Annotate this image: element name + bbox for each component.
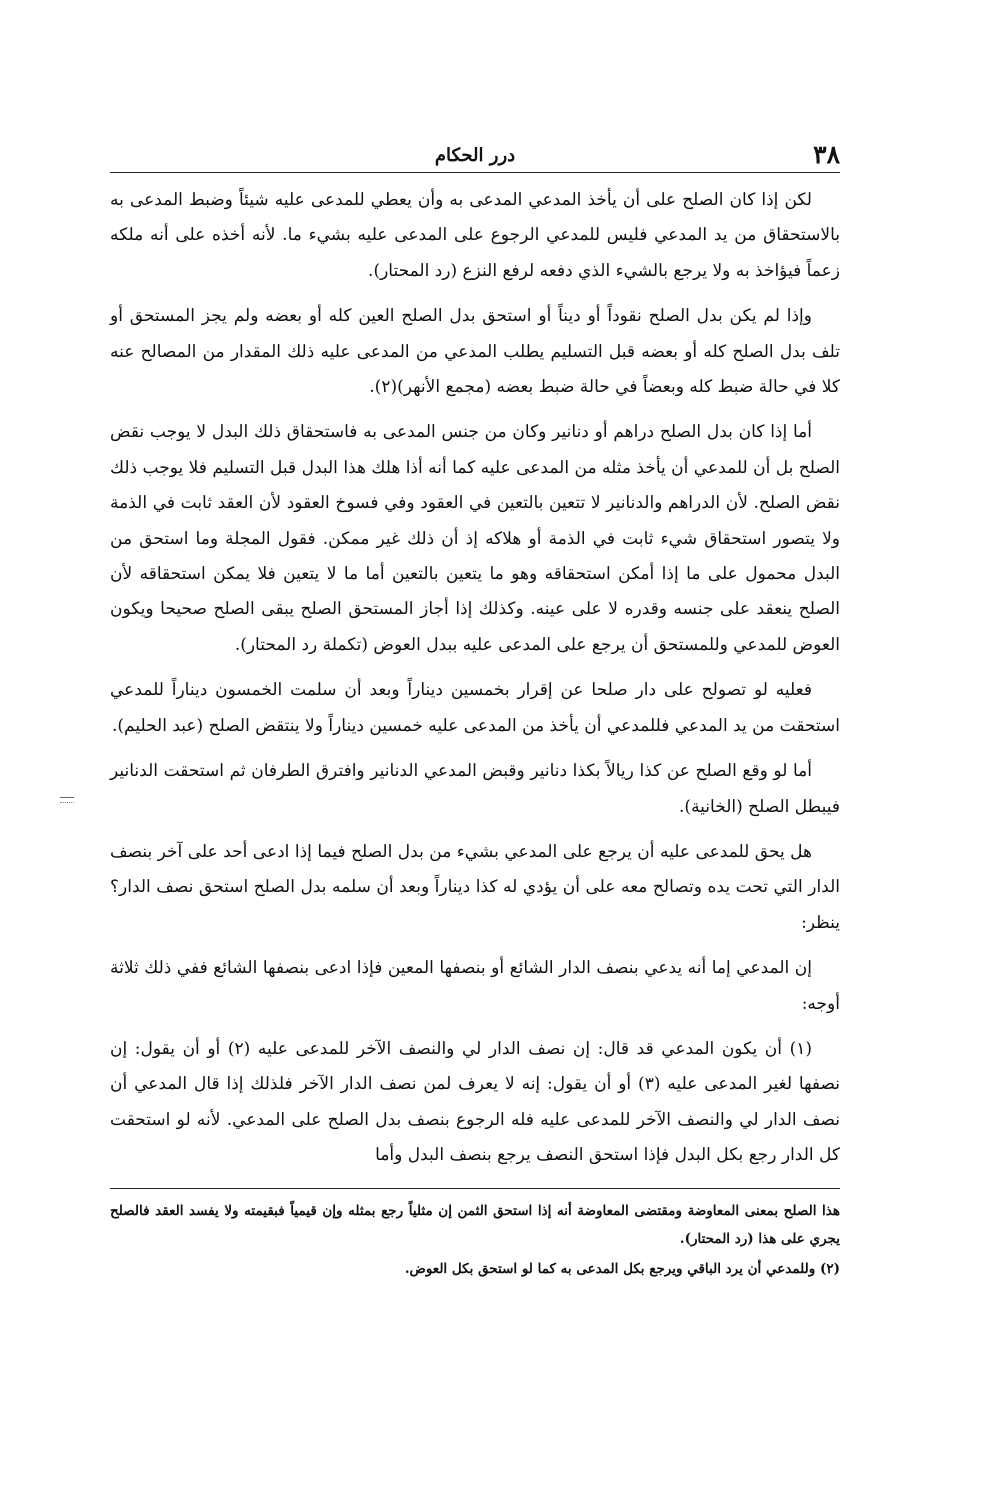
paragraph: أما إذا كان بدل الصلح دراهم أو دنانير وكان من جنس المدعى به فاستحقاق ذلك البدل لا يوجب نقض الصلح بل أن للمدعي أن يأخذ مثله من المدعى عليه كما أنه أذا هلك هذا البدل قبل التسليم فلا يوجب ذلك نقض الصلح. لأن الدراهم والدنانير لا تتعين بالتعين في العقود وفي فسوخ العقود لأن العقد ثابت في الذمة ولا يتصور استحقاق شيء ثابت في الذمة أو هلاكه إذ أن ذلك غير ممكن. فقول المجلة وما استحق من البدل محمول على ما إذا أمكن استحقاقه وهو ما يتعين بالتعين أما ما لا يتعين فلا يمكن استحقاقه لأن الصلح ينعقد على جنسه وقدره لا على عينه. وكذلك إذا أجاز المستحق الصلح يبقى الصلح صحيحا ويكون العوض للمدعي وللمستحق أن يرجع على المدعى عليه ببدل العوض (تكملة رد المحتار). xyxy=(110,422,840,655)
book-page xyxy=(110,140,840,1285)
running-title: درر الحكام xyxy=(434,145,516,166)
paragraph: أما لو وقع الصلح عن كذا ريالاً بكذا دنانير وقبض المدعي الدنانير وافترق الطرفان ثم استحقت الدنانير فيبطل الصلح (الخانية). xyxy=(110,761,840,817)
footnotes xyxy=(110,1188,840,1283)
paragraph: هل يحق للمدعى عليه أن يرجع على المدعي بشيء من بدل الصلح فيما إذا ادعى أحد على آخر بنصف الدار التي تحت يده وتصالح معه على أن يؤدي له كذا ديناراً وبعد أن سلمه بدل الصلح استحق نصف الدار؟ ينظر: xyxy=(110,841,840,933)
paragraph: لكن إذا كان الصلح على أن يأخذ المدعي المدعى به وأن يعطي للمدعى عليه شيئاً وضبط المدعى به بالاستحقاق من يد المدعي فليس للمدعي الرجوع على المدعى عليه بشيء ما. لأنه أخذه على أنه ملكه زعماً فيؤاخذ به ولا يرجع بالشيء الذي دفعه لرفع النزع (رد المحتار). xyxy=(110,190,840,281)
page-header xyxy=(110,140,840,173)
paragraph: (١) أن يكون المدعي قد قال: إن نصف الدار لي والنصف الآخر للمدعى عليه (٢) أو أن يقول: إن نصفها لغير المدعى عليه (٣) أو أن يقول: إنه لا يعرف لمن نصف الدار الآخر فلذلك إذا قال المدعي أن نصف الدار لي والنصف الآخر للمدعى عليه فله الرجوع بنصف بدل الصلح على المدعي. لأنه لو استحقت كل الدار رجع بكل البدل فإذا استحق النصف يرجع بنصف البدل وأما xyxy=(110,1038,840,1166)
paragraph: فعليه لو تصولح على دار صلحا عن إقرار بخمسين ديناراً وبعد أن سلمت الخمسون ديناراً للمدعي استحقت من يد المدعي فللمدعي أن يأخذ من المدعى عليه خمسين ديناراً ولا ينتقض الصلح (عبد الحليم). xyxy=(110,680,840,736)
margin-mark xyxy=(60,797,74,803)
footnote: هذا الصلح بمعنى المعاوضة ومقتضى المعاوضة أنه إذا استحق الثمن إن مثلياً رجع بمثله وإن قيمياً فبقيمته ولا يفسد العقد فالصلح يجري على هذا (رد المحتار). xyxy=(110,1202,840,1247)
footnote: (٢) وللمدعي أن يرد الباقي ويرجع بكل المدعى به كما لو استحق بكل العوض. xyxy=(404,1260,840,1277)
main-text xyxy=(110,183,840,1174)
paragraph: وإذا لم يكن بدل الصلح نقوداً أو ديناً أو استحق بدل الصلح العين كله أو بعضه ولم يجز المستحق أو تلف بدل الصلح كله أو بعضه قبل التسليم يطلب المدعي من المدعى عليه ذلك المقدار من المصالح عنه كلا في حالة ضبط كله وبعضاً في حالة ضبط بعضه (مجمع الأنهر)(٢). xyxy=(110,306,840,398)
paragraph: إن المدعي إما أنه يدعي بنصف الدار الشائع أو بنصفها المعين فإذا ادعى بنصفها الشائع ففي ذلك ثلاثة أوجه: xyxy=(110,958,840,1014)
page-number: ٣٨ xyxy=(813,140,840,169)
